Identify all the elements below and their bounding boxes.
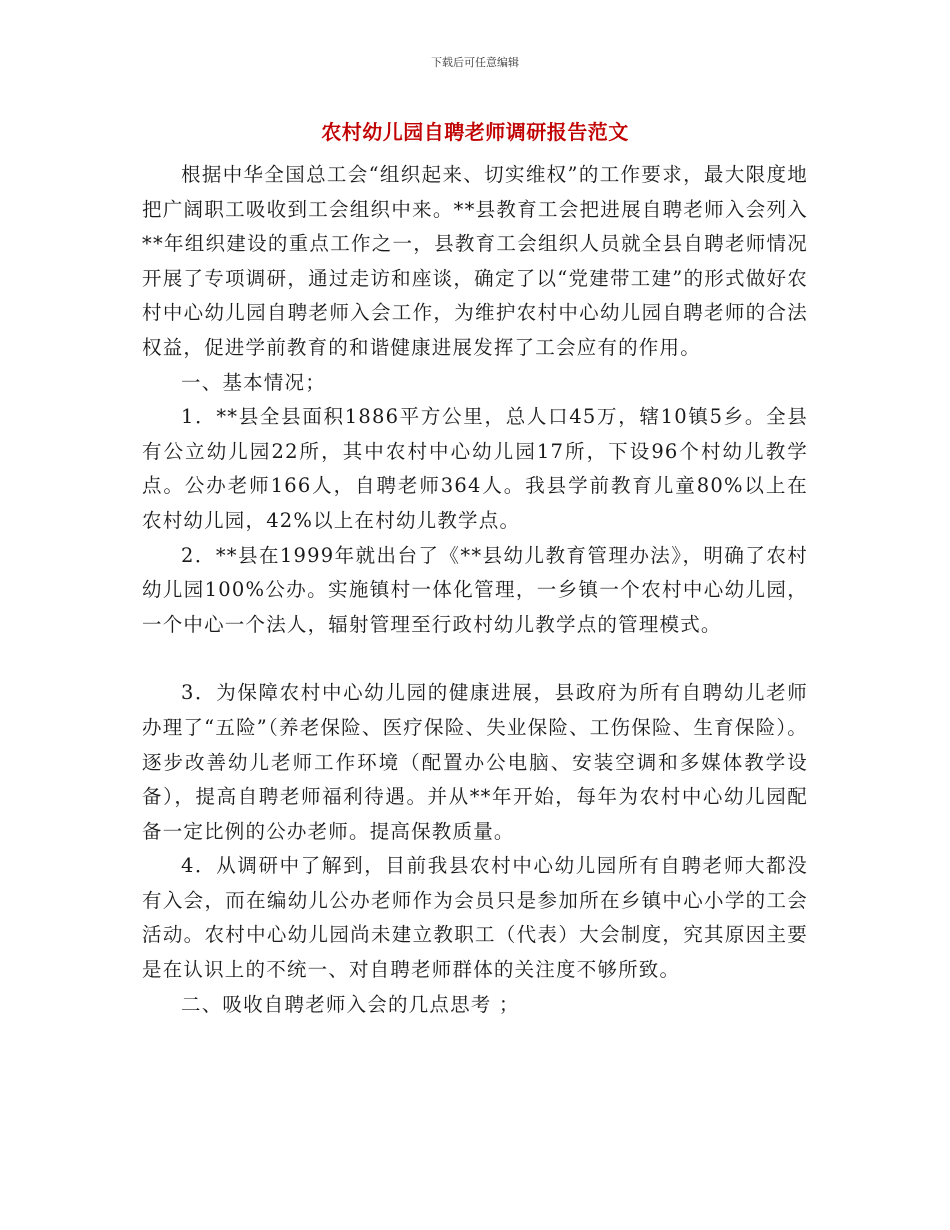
paragraph-intro: 根据中华全国总工会“组织起来、切实维权”的工作要求，最大限度地把广阔职工吸收到工会组织中来。**县教育工会把进展自聘老师入会列入**年组织建设的重点工作之一，县教育工会组织人员就全县自聘老师情况开展了专项调研，通过走访和座谈，确定了以“党建带工建”的形式做好农村中心幼儿园自聘老师入会工作，为维护农村中心幼儿园自聘老师的合法权益，促进学前教育的和谐健康进展发挥了工会应有的作用。 — [142, 163, 808, 359]
document-body — [142, 158, 808, 1022]
section-heading-basic-situation: 一、基本情况； — [181, 370, 326, 394]
section-heading-thoughts: 二、吸收自聘老师入会的几点思考 ； — [181, 992, 520, 1016]
header-note: 下载后可任意编辑 — [431, 56, 519, 69]
blank-line — [142, 642, 808, 676]
paragraph-item-2: 2．**县在1999年就出台了《**县幼儿教育管理办法》，明确了农村幼儿园100%公办。实施镇村一体化管理，一乡镇一个农村中心幼儿园，一个中心一个法人，辐射管理至行政村幼儿教学点的管理模式。 — [142, 543, 808, 636]
paragraph-item-3: 3．为保障农村中心幼儿园的健康进展，县政府为所有自聘幼儿老师办理了“五险”（养老保险、医疗保险、失业保险、工伤保险、生育保险）。逐步改善幼儿老师工作环境（配置办公电脑、安装空调和多媒体教学设备），提高自聘老师福利待遇。并从**年开始，每年为农村中心幼儿园配备一定比例的公办老师。提高保教质量。 — [142, 681, 808, 843]
document-title: 农村幼儿园自聘老师调研报告范文 — [321, 120, 629, 144]
paragraph-item-1: 1．**县全县面积1886平方公里，总人口45万，辖10镇5乡。全县有公立幼儿园22所，其中农村中心幼儿园17所，下设96个村幼儿教学点。公办老师166人，自聘老师364人。我县学前教育儿童80%以上在农村幼儿园，42%以上在村幼儿教学点。 — [142, 405, 808, 532]
paragraph-item-4: 4．从调研中了解到，目前我县农村中心幼儿园所有自聘老师大都没有入会，而在编幼儿公办老师作为会员只是参加所在乡镇中心小学的工会活动。农村中心幼儿园尚未建立教职工（代表）大会制度，究其原因主要是在认识上的不统一、对自聘老师群体的关注度不够所致。 — [142, 854, 808, 982]
